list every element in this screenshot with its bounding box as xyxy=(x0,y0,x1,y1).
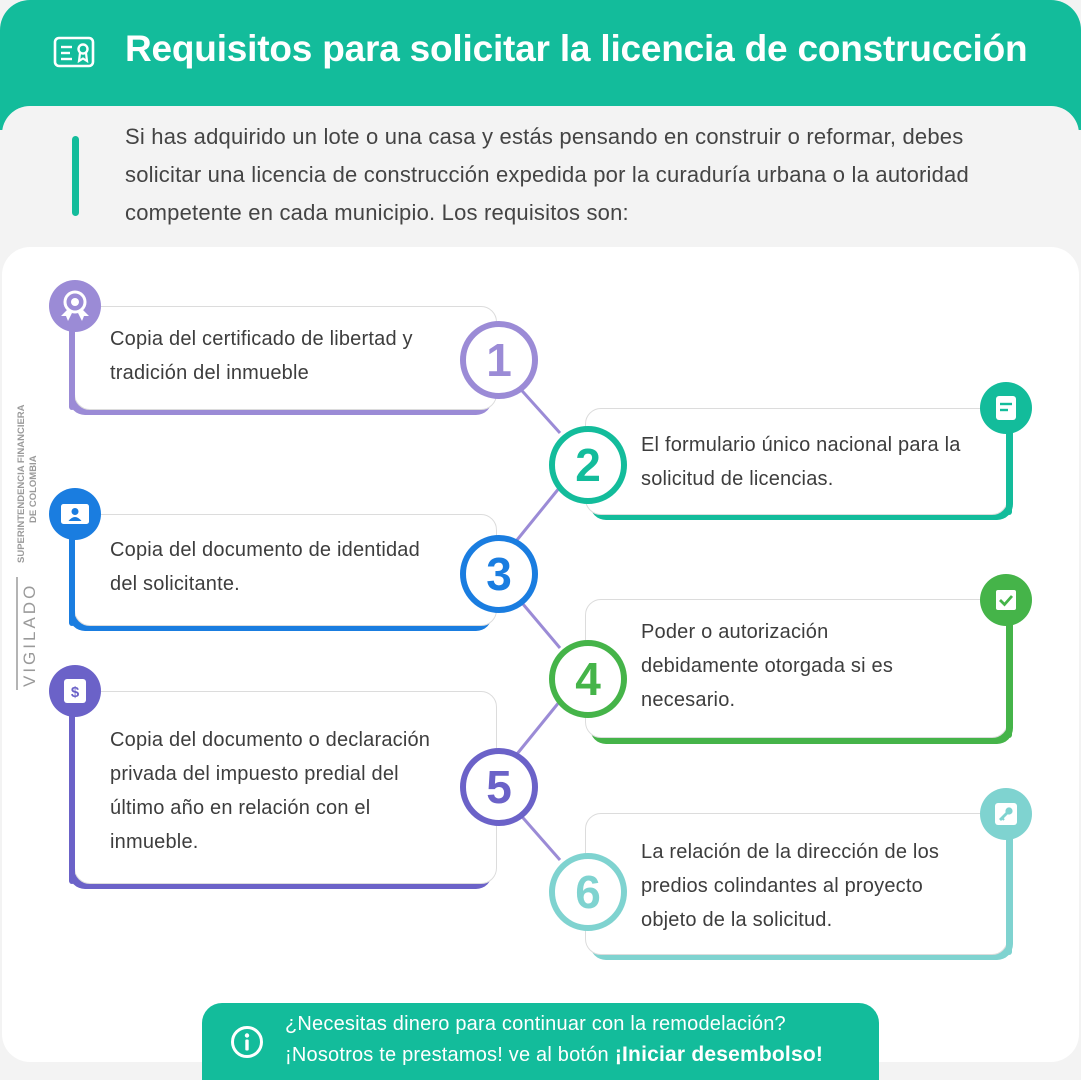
requirement-text-5: Copia del documento o declaración privada del impuesto predial del último año en relación con el inmueble. xyxy=(110,729,431,853)
footer-offer: ¡Nosotros te prestamos! ve al botón xyxy=(285,1044,609,1066)
footer-question: ¿Necesitas dinero para continuar con la remodelación? xyxy=(285,1013,786,1035)
footer-message xyxy=(285,1043,823,1067)
step-number-1: 1 xyxy=(460,321,538,399)
step-number-3: 3 xyxy=(460,535,538,613)
step-number-4: 4 xyxy=(549,640,627,718)
requirement-text-3: Copia del documento de identidad del solicitante. xyxy=(110,539,420,595)
info-icon xyxy=(230,1025,264,1059)
document-icon xyxy=(980,382,1032,434)
step-number-5: 5 xyxy=(460,748,538,826)
checkbox-icon xyxy=(980,574,1032,626)
requirement-text-6: La relación de la dirección de los predios colindantes al proyecto objeto de la solicitud. xyxy=(641,841,940,931)
footer-banner xyxy=(202,1003,879,1080)
requirement-text-1: Copia del certificado de libertad y tradición del inmueble xyxy=(110,328,413,384)
side-mark-line2: DE COLOMBIA xyxy=(28,455,39,523)
key-icon xyxy=(980,788,1032,840)
requirement-text-4: Poder o autorización debidamente otorgada si es necesario. xyxy=(641,621,894,711)
id-card-icon xyxy=(49,488,101,540)
footer-cta: ¡Iniciar desembolso! xyxy=(614,1043,824,1066)
dollar-icon xyxy=(49,665,101,717)
step-number-2: 2 xyxy=(549,426,627,504)
svg-text:$: $ xyxy=(70,684,80,701)
intro-text: Si has adquirido un lote o una casa y estás pensando en construir o reformar, debes solicitar una licencia de construcción expedida por la curaduría urbana o la autoridad competente en cada municipio. Los requisitos son: xyxy=(125,124,969,225)
vigilado-text: VIGILADO xyxy=(20,582,39,687)
award-icon xyxy=(49,280,101,332)
requirement-text-2: El formulario único nacional para la solicitud de licencias. xyxy=(641,434,961,490)
step-number-6: 6 xyxy=(549,853,627,931)
page-title: Requisitos para solicitar la licencia de construcción xyxy=(125,28,1028,69)
side-mark-line1: SUPERINTENDENCIA FINANCIERA xyxy=(16,404,27,563)
